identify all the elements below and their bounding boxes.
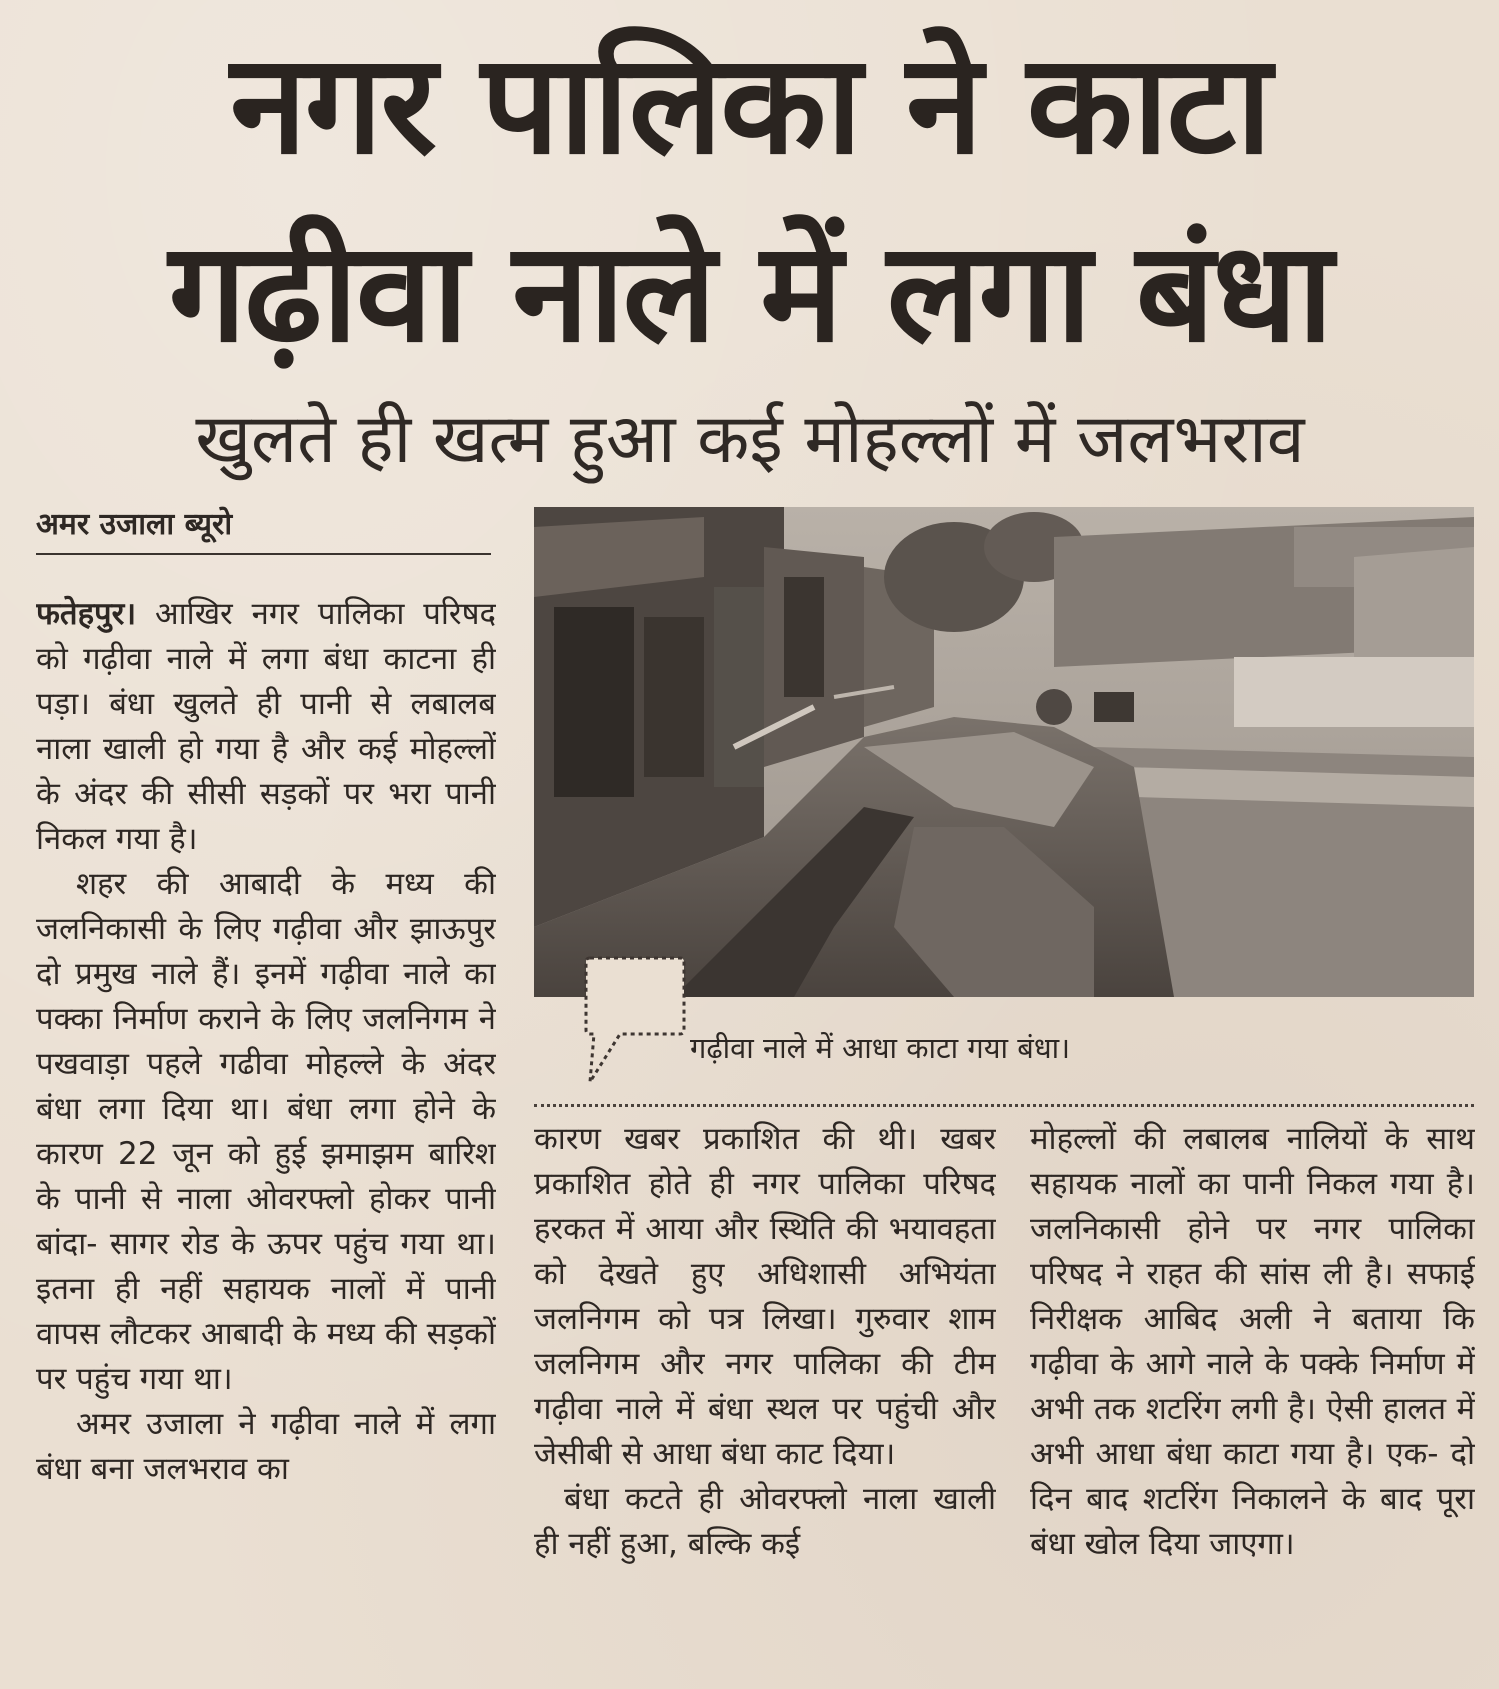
drain-photo-illustration xyxy=(534,507,1474,997)
article-paragraph-5: बंधा कटते ही ओवरफ्लो नाला खाली ही नहीं हुआ, बल्कि कई xyxy=(534,1481,996,1562)
dotted-divider xyxy=(534,1104,1474,1107)
news-photo xyxy=(534,507,1474,997)
dateline: फतेहपुर। xyxy=(36,596,137,632)
article-paragraph-2: शहर की आबादी के मध्य की जलनिकासी के लिए गढ़ीवा और झाऊपुर दो प्रमुख नाले हैं। इनमें गढ़ीवा नाले का पक्का निर्माण कराने के लिए जलनिगम ने पखवाड़ा पहले गढीवा मोहल्ले के अंदर बंधा लगा दिया था। बंधा लगा होने के कारण 22 जून को हुई झमाझम बारिश के पानी से नाला ओवरफ्लो होकर पानी बांदा- सागर रोड के ऊपर पहुंच गया था। इतना ही नहीं सहायक नालों में पानी वापस लौटकर आबादी के मध्य की सड़कों पर पहुंच गया था। xyxy=(36,866,496,1397)
photo-caption: गढ़ीवा नाले में आधा काटा गया बंधा। xyxy=(690,1031,1071,1065)
byline: अमर उजाला ब्यूरो xyxy=(36,505,491,555)
subheadline: खुलते ही खत्म हुआ कई मोहल्लों में जलभराव xyxy=(195,400,1305,479)
bleed-through-left xyxy=(0,160,30,1660)
article-paragraph-1 xyxy=(36,592,496,862)
headline-line-1: नगर पालिका ने काटा xyxy=(230,24,1270,185)
paragraph-text: आखिर नगर पालिका परिषद को गढ़ीवा नाले में लगा बंधा काटना ही पड़ा। बंधा खुलते ही पानी से लबालब नाला खाली हो गया है और कई मोहल्लों के अंदर की सीसी सड़कों पर भरा पानी निकल गया है। xyxy=(36,596,496,857)
article-paragraph-3: अमर उजाला ने गढ़ीवा नाले में लगा बंधा बना जलभराव का xyxy=(36,1406,496,1487)
article-column-3 xyxy=(1030,1117,1475,1689)
article-paragraph-4: कारण खबर प्रकाशित की थी। खबर प्रकाशित होते ही नगर पालिका परिषद हरकत में आया और स्थिति की भयावहता को देखते हुए अधिशासी अभियंता जलनिगम को पत्र लिखा। गुरुवार शाम जलनिगम और नगर पालिका की टीम गढ़ीवा नाले में बंधा स्थल पर पहुंची और जेसीबी से आधा बंधा काट दिया। xyxy=(534,1121,996,1472)
article-column-1 xyxy=(36,592,496,1689)
article-column-2 xyxy=(534,1117,996,1689)
caption-speech-bubble-icon xyxy=(580,950,690,1090)
headline-line-2: गढ़ीवा नाले में लगा बंधा xyxy=(168,212,1332,373)
article-paragraph-6: मोहल्लों की लबालब नालियों के साथ सहायक नालों का पानी निकल गया है। जलनिकासी होने पर नगर पालिका परिषद ने राहत की सांस ली है। सफाई निरीक्षक आबिद अली ने बताया कि गढ़ीवा के आगे नाले के पक्के निर्माण में अभी तक शटरिंग लगी है। ऐसी हालत में अभी आधा बंधा काटा गया है। एक- दो दिन बाद शटरिंग निकालने के बाद पूरा बंधा खोल दिया जाएगा। xyxy=(1030,1121,1475,1562)
